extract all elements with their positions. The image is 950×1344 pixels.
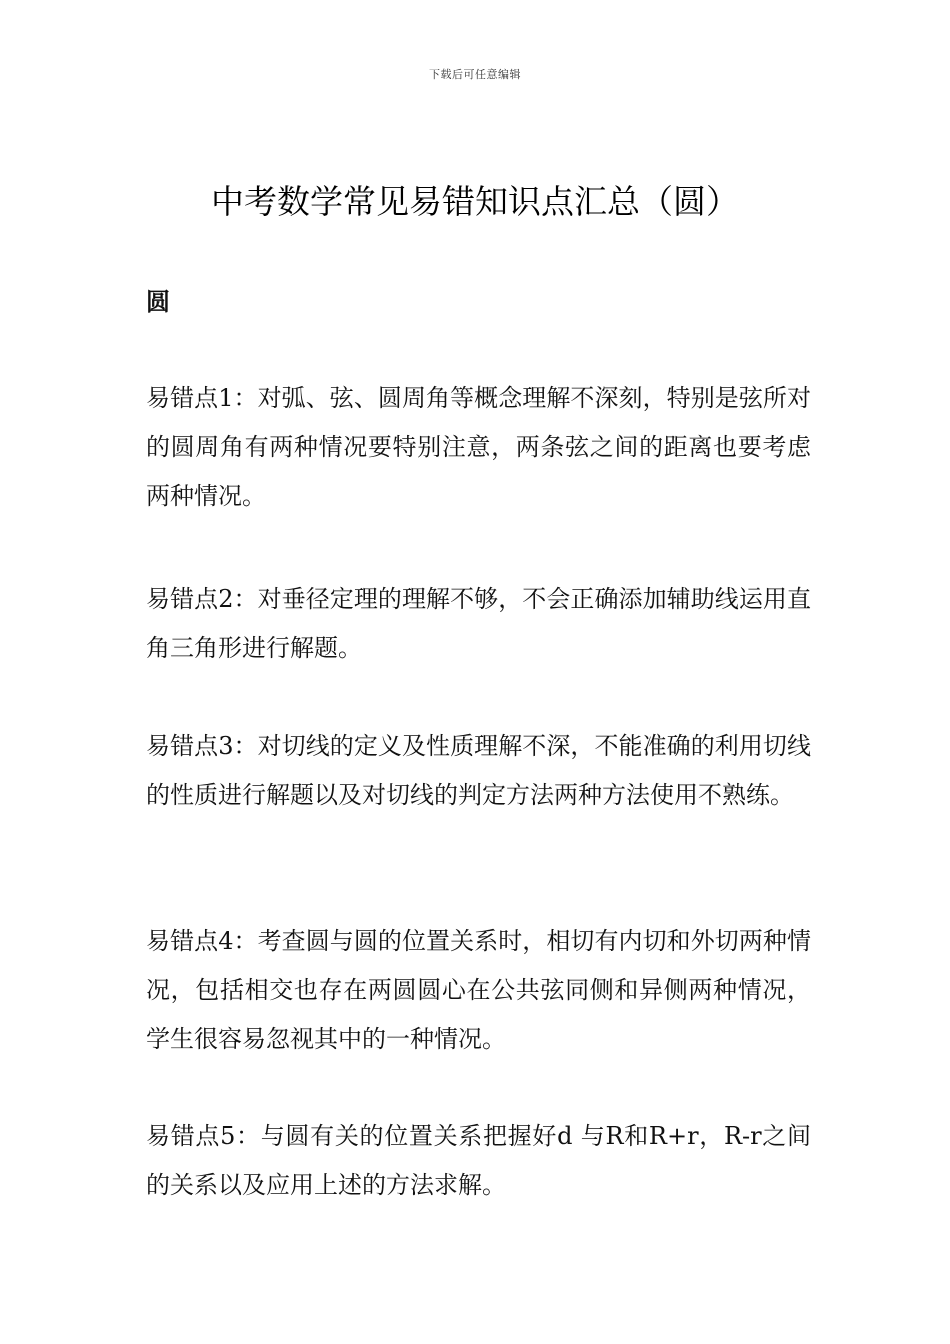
error-point-5: 易错点5：与圆有关的位置关系把握好d 与R和R+r，R-r之间的关系以及应用上述的方法求解。: [146, 1122, 811, 1199]
error-point-4: 易错点4：考查圆与圆的位置关系时，相切有内切和外切两种情况，包括相交也存在两圆圆心在公共弦同侧和异侧两种情况，学生很容易忽视其中的一种情况。: [146, 927, 811, 1053]
section-heading: 圆: [146, 287, 170, 316]
header-note: 下载后可任意编辑: [429, 68, 521, 81]
page-title: 中考数学常见易错知识点汇总（圆）: [211, 182, 739, 221]
error-point-2: 易错点2：对垂径定理的理解不够，不会正确添加辅助线运用直角三角形进行解题。: [146, 585, 811, 662]
error-point-3: 易错点3：对切线的定义及性质理解不深，不能准确的利用切线的性质进行解题以及对切线的判定方法两种方法使用不熟练。: [146, 732, 811, 809]
error-point-1: 易错点1：对弧、弦、圆周角等概念理解不深刻，特别是弦所对的圆周角有两种情况要特别注意，两条弦之间的距离也要考虑两种情况。: [146, 384, 811, 510]
